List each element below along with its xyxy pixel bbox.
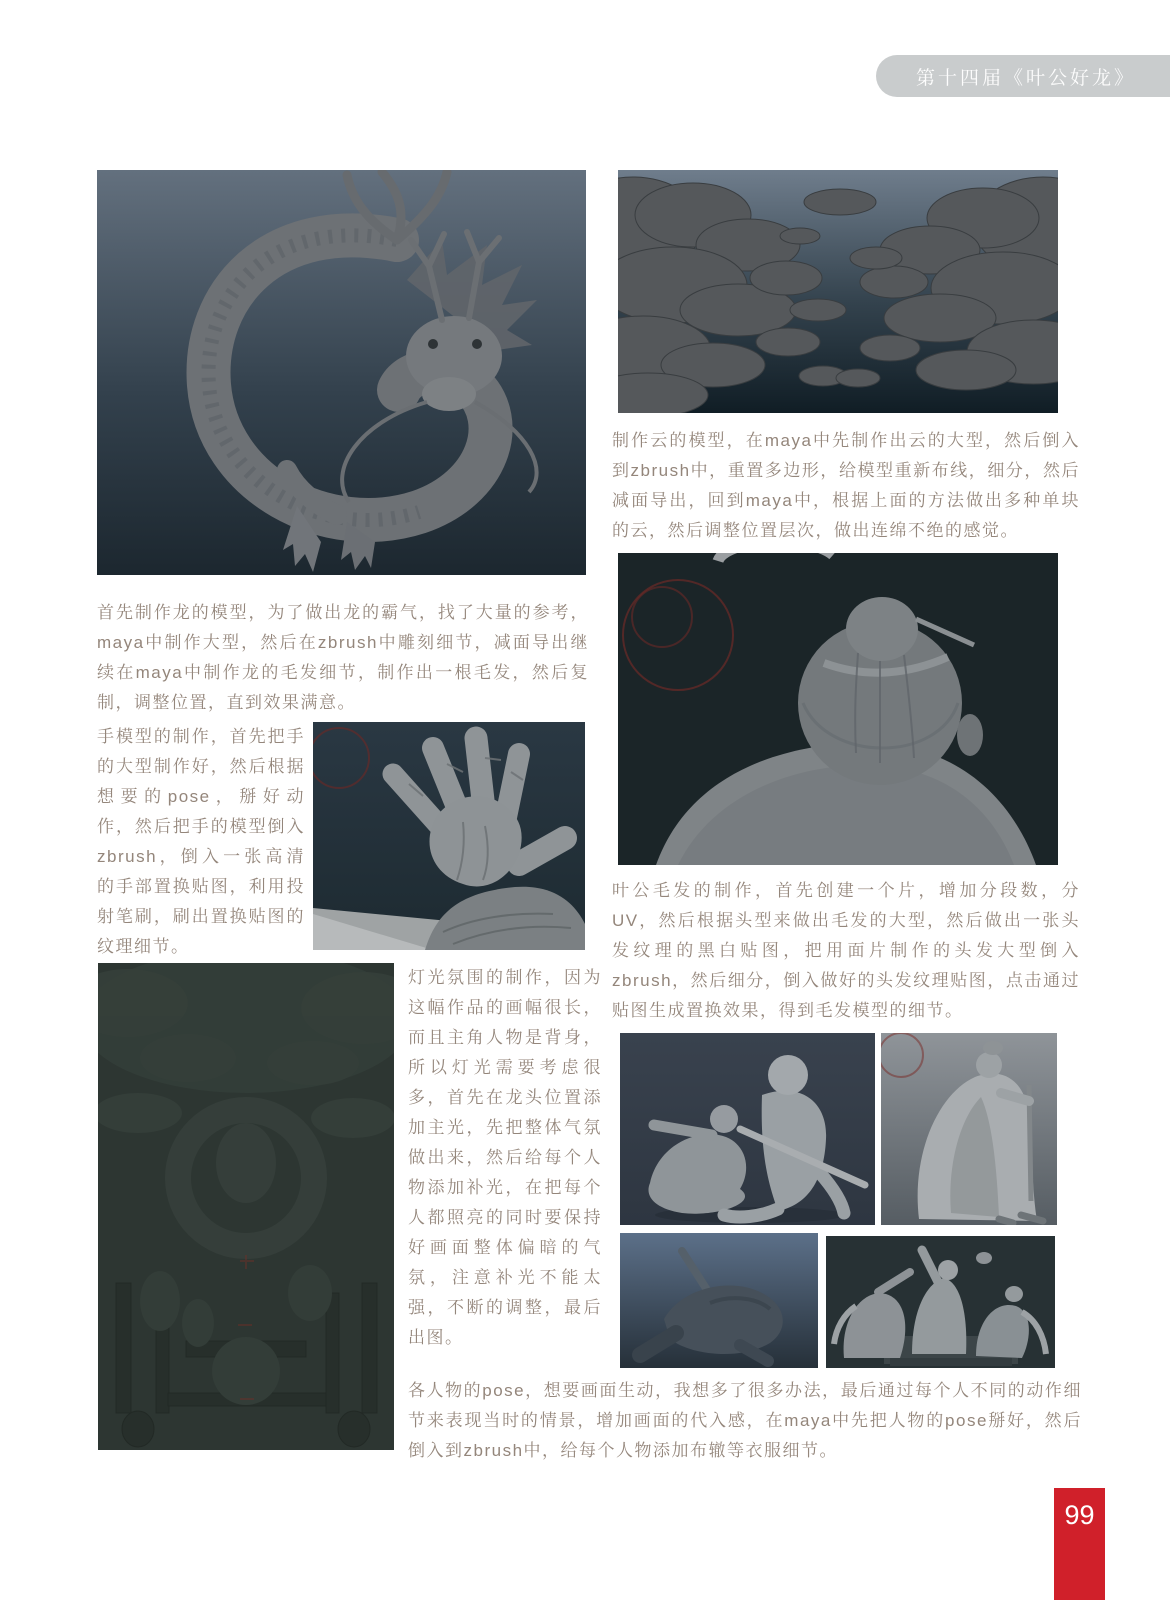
header-badge-label: 第十四届《叶公好龙》: [916, 67, 1137, 89]
hand-model-paragraph: 手模型的制作，首先把手的大型制作好，然后根据想要的pose，掰好动作，然后把手的模型倒入zbrush，倒入一张高清的手部置换贴图，利用投射笔刷，刷出置换贴图的纹理细节。: [97, 727, 305, 956]
page-number-block: [1054, 1488, 1105, 1600]
clouds-render-image: [618, 170, 1058, 413]
lighting-paragraph: 灯光氛围的制作，因为这幅作品的画幅很长，而且主角人物是背身，所以灯光需要考虑很多，首先在龙头位置添加主光，先把整体气氛做出来，然后给每个人物添加补光，在把每个人都照亮的同时要保持好画面整体偏暗的气氛，注意补光不能太强，不断的调整，最后出图。: [408, 968, 602, 1347]
caped-figure-render-image: [881, 1033, 1057, 1225]
figures-pair-render-image: [620, 1033, 875, 1225]
header-badge: [876, 55, 1170, 97]
dragon-model-paragraph: 首先制作龙的模型，为了做出龙的霸气，找了大量的参考，maya中制作大型，然后在zbrush中雕刻细节，减面导出继续在maya中制作龙的毛发细节，制作出一根毛发，然后复制，调整位置，直到效果满意。: [97, 603, 589, 712]
dragon-render-image: [97, 170, 586, 575]
viewport-figure-render-image: [620, 1233, 818, 1368]
hair-model-paragraph: 叶公毛发的制作，首先创建一个片，增加分段数，分UV，然后根据头型来做出毛发的大型，然后做出一张头发纹理的黑白贴图，把用面片制作的头发大型倒入zbrush，然后细分，倒入做好的头发纹理贴图，点击通过贴图生成置换效果，得到毛发模型的细节。: [612, 881, 1080, 1020]
pose-paragraph: 各人物的pose，想要画面生动，我想多了很多办法，最后通过每个人不同的动作细节来表现当时的情景，增加画面的代入感，在maya中先把人物的pose掰好，然后倒入到zbrush中，给每个人物添加布辙等衣服细节。: [408, 1381, 1082, 1460]
cloud-model-paragraph: 制作云的模型，在maya中先制作出云的大型，然后倒入到zbrush中，重置多边形，给模型重新布线，细分，然后减面导出，回到maya中，根据上面的方法做出多种单块的云，然后调整位置层次，做出连绵不绝的感觉。: [612, 431, 1080, 540]
full-scene-render-image: [98, 963, 394, 1450]
hand-render-image: [313, 722, 585, 950]
page-number: 99: [1064, 1500, 1095, 1530]
figure-back-render-image: [618, 553, 1058, 865]
group-figures-render-image: [826, 1236, 1055, 1368]
